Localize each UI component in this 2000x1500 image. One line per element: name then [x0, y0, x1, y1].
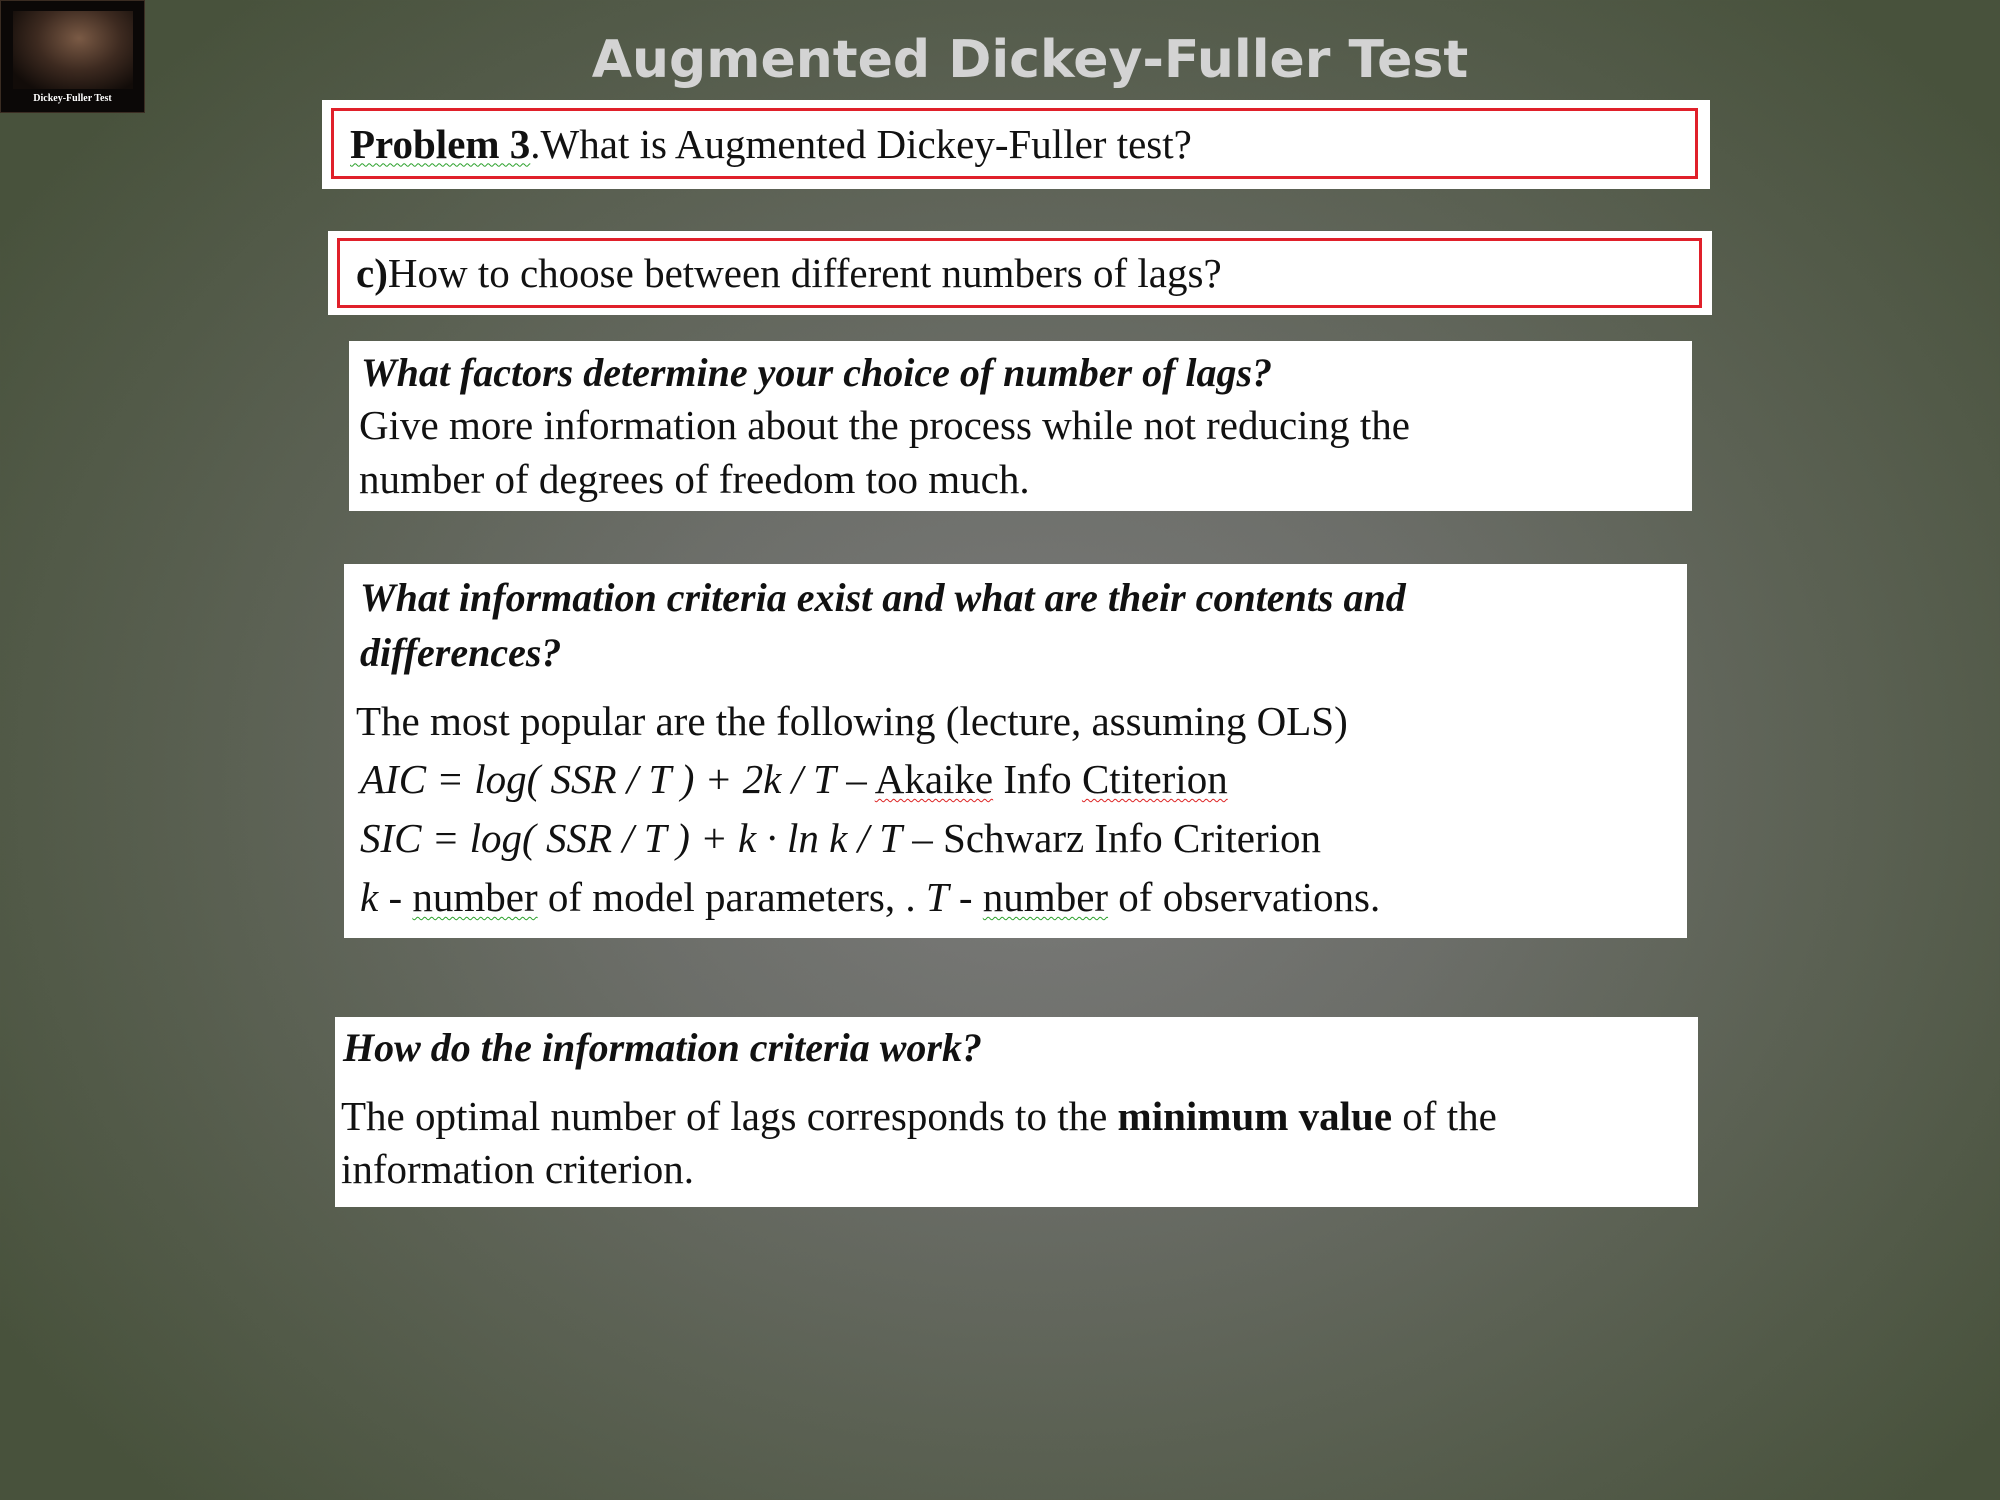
part-c-text: How to choose between different numbers of lags?	[387, 250, 1222, 296]
part-c-label: c)	[356, 250, 388, 296]
def-k-rest: of model parameters, .	[537, 874, 926, 920]
sic-name: Schwarz Info Criterion	[943, 815, 1322, 861]
sic-rhs: = log( SSR / T ) + k · ln k / T	[421, 815, 903, 861]
criteria-question-line2: differences?	[360, 630, 562, 675]
aic-lhs: AIC	[360, 756, 427, 802]
problem-panel	[322, 100, 1710, 189]
def-t-word: number	[982, 874, 1109, 920]
def-t-sep: -	[948, 874, 983, 920]
factors-question: What factors determine your choice of number of lags?	[361, 350, 1273, 395]
sic-dash: –	[902, 815, 944, 861]
factors-answer-line2: number of degrees of freedom too much.	[359, 456, 1030, 502]
aic-formula	[360, 755, 1228, 803]
def-k-sep: -	[378, 874, 413, 920]
sic-formula	[360, 814, 1321, 862]
aic-name-akaike: Akaike	[874, 756, 994, 802]
def-t-symbol: T	[925, 874, 949, 920]
works-panel	[335, 1017, 1698, 1207]
aic-rhs: = log( SSR / T ) + 2k / T	[426, 756, 836, 802]
works-answer-pre: The optimal number of lags corresponds to the	[341, 1093, 1118, 1139]
criteria-panel	[344, 564, 1687, 938]
logo-caption: Dickey-Fuller Test	[33, 93, 112, 104]
def-k-word: number	[412, 874, 538, 920]
works-answer-line2: information criterion.	[341, 1146, 694, 1192]
aic-dash: –	[835, 756, 875, 802]
aic-name-info: Info	[993, 756, 1082, 802]
factors-panel	[349, 341, 1692, 511]
aic-name-criterion: Ctiterion	[1081, 756, 1228, 802]
works-question: How do the information criteria work?	[343, 1025, 982, 1070]
problem-label: Problem 3	[350, 120, 531, 167]
works-answer-post: of the	[1392, 1093, 1497, 1139]
problem-dot: .	[530, 120, 541, 167]
part-c-panel	[328, 231, 1712, 315]
criteria-intro: The most popular are the following (lecture, assuming OLS)	[356, 698, 1348, 744]
problem-frame	[331, 108, 1698, 179]
factors-answer-line1: Give more information about the process while not reducing the	[359, 402, 1410, 448]
works-answer-line1	[341, 1092, 1497, 1140]
sic-lhs: SIC	[360, 815, 422, 861]
criteria-definitions	[360, 873, 1380, 921]
problem-text: What is Augmented Dickey-Fuller test?	[540, 120, 1192, 167]
def-k-symbol: k	[360, 874, 379, 920]
slide-title: Augmented Dickey-Fuller Test	[591, 30, 1469, 90]
criteria-question-line1: What information criteria exist and what are their contents and	[360, 575, 1406, 620]
works-answer-bold: minimum value	[1117, 1093, 1393, 1139]
part-c-frame	[337, 238, 1702, 308]
def-t-rest: of observations.	[1108, 874, 1381, 920]
